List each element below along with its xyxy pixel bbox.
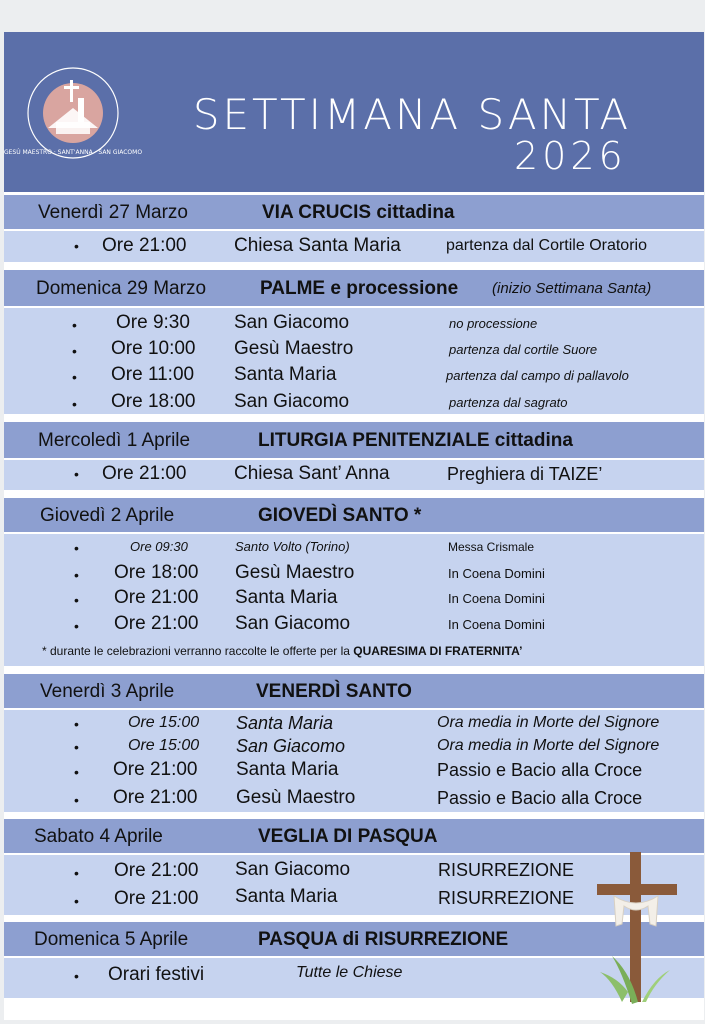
row-time: Ore 21:00 <box>102 463 187 484</box>
row-time: Ore 18:00 <box>114 562 199 583</box>
bullet-icon: • <box>74 865 79 881</box>
section-date: Domenica 29 Marzo <box>36 278 207 299</box>
bullet-icon: • <box>74 739 79 755</box>
row-note: Ora media in Morte del Signore <box>437 737 660 754</box>
section-date: Domenica 5 Aprile <box>34 929 189 950</box>
row-time: Ore 21:00 <box>114 860 199 881</box>
section-header <box>4 819 704 853</box>
section-event: VIA CRUCIS cittadina <box>262 202 455 223</box>
bullet-icon: • <box>72 343 77 359</box>
bullet-icon: • <box>72 317 77 333</box>
row-place: Gesù Maestro <box>236 787 356 808</box>
row-time: Ore 18:00 <box>111 391 196 412</box>
section-date: Mercoledì 1 Aprile <box>38 430 191 451</box>
section-header <box>4 498 704 532</box>
header-banner <box>4 32 704 192</box>
section-rows <box>4 308 704 414</box>
row-note: Passio e Bacio alla Croce <box>437 760 643 780</box>
row-place: Gesù Maestro <box>235 562 355 583</box>
bullet-icon: • <box>74 792 79 808</box>
row-time: Ore 21:00 <box>113 759 198 780</box>
bullet-icon: • <box>74 618 79 634</box>
footnote-text: * durante le celebrazioni verranno raccolte le offerte per la <box>42 644 354 658</box>
section-rows <box>4 710 704 812</box>
row-time: Ore 9:30 <box>116 312 190 333</box>
row-note: In Coena Domini <box>448 566 545 581</box>
footnote <box>42 644 522 658</box>
row-note: RISURREZIONE <box>438 860 575 880</box>
row-place: Santa Maria <box>235 587 338 608</box>
row-time: Ore 15:00 <box>128 714 200 731</box>
row-time: Ore 09:30 <box>130 539 188 554</box>
row-place: Santo Volto (Torino) <box>235 539 350 554</box>
row-place: San Giacomo <box>235 613 351 634</box>
row-note: partenza dal cortile Suore <box>449 342 598 357</box>
row-note: Ora media in Morte del Signore <box>437 714 660 731</box>
row-note: partenza dal Cortile Oratorio <box>446 237 647 254</box>
row-place: Chiesa Sant’ Anna <box>234 463 390 484</box>
row-place: Tutte le Chiese <box>296 964 403 981</box>
page-title: SETTIMANA SANTA <box>192 90 632 139</box>
section-rows <box>4 231 704 262</box>
section-rows <box>4 534 704 666</box>
section-header <box>4 195 704 229</box>
bullet-icon: • <box>74 238 79 254</box>
row-note: In Coena Domini <box>448 617 545 632</box>
bullet-icon: • <box>72 396 77 412</box>
footnote-bold: QUARESIMA DI FRATERNITA’ <box>353 644 523 658</box>
section-subnote: (inizio Settimana Santa) <box>492 280 652 297</box>
section-event: VEGLIA DI PASQUA <box>258 826 438 847</box>
row-place: Santa Maria <box>234 364 337 385</box>
row-time: Ore 10:00 <box>111 338 196 359</box>
logo-text: GESÙ MAESTRO · SANT'ANNA · SAN GIACOMO <box>3 149 143 156</box>
bullet-icon: • <box>74 893 79 909</box>
row-time: Ore 21:00 <box>114 587 199 608</box>
section-date: Sabato 4 Aprile <box>34 826 163 847</box>
row-place: Gesù Maestro <box>234 338 354 359</box>
row-place: San Giacomo <box>235 859 351 880</box>
section-header <box>4 674 704 708</box>
row-note: Messa Crismale <box>448 540 535 554</box>
bullet-icon: • <box>74 764 79 780</box>
row-note: Passio e Bacio alla Croce <box>437 788 643 808</box>
section-date: Venerdì 27 Marzo <box>38 202 188 223</box>
row-note: no processione <box>449 316 538 331</box>
page-year: 2026 <box>514 134 627 178</box>
cross-icon <box>592 852 682 1012</box>
row-note: In Coena Domini <box>448 591 545 606</box>
section-event: VENERDÌ SANTO <box>256 681 412 702</box>
row-place: Santa Maria <box>236 713 334 733</box>
row-place: Chiesa Santa Maria <box>234 235 401 256</box>
section-event: PALME e processione <box>260 278 459 299</box>
row-note: partenza dal sagrato <box>449 395 568 410</box>
bullet-icon: • <box>74 567 79 583</box>
section-rows <box>4 460 704 490</box>
bullet-icon: • <box>74 466 79 482</box>
row-note: Preghiera di TAIZE’ <box>447 464 603 484</box>
section-date: Giovedì 2 Aprile <box>40 505 175 526</box>
bullet-icon: • <box>74 592 79 608</box>
section-header <box>4 270 704 306</box>
bullet-icon: • <box>74 968 79 984</box>
section-header <box>4 422 704 458</box>
row-note: RISURREZIONE <box>438 888 575 908</box>
bullet-icon: • <box>72 369 77 385</box>
poster <box>4 32 704 1020</box>
row-place: Santa Maria <box>235 886 338 907</box>
parish-logo <box>3 66 143 160</box>
row-time: Orari festivi <box>108 964 205 985</box>
section-date: Venerdì 3 Aprile <box>40 681 175 702</box>
row-place: San Giacomo <box>236 736 346 756</box>
row-time: Ore 21:00 <box>114 613 199 634</box>
row-place: Santa Maria <box>236 759 339 780</box>
section-event: LITURGIA PENITENZIALE cittadina <box>258 430 573 451</box>
bullet-icon: • <box>74 716 79 732</box>
row-time: Ore 15:00 <box>128 737 200 754</box>
row-place: San Giacomo <box>234 391 350 412</box>
bullet-icon: • <box>74 540 79 556</box>
row-time: Ore 21:00 <box>113 787 198 808</box>
row-place: San Giacomo <box>234 312 350 333</box>
row-time: Ore 21:00 <box>114 888 199 909</box>
row-note: partenza dal campo di pallavolo <box>446 368 629 383</box>
section-event: GIOVEDÌ SANTO * <box>258 505 422 526</box>
row-time: Ore 11:00 <box>111 364 195 385</box>
section-event: PASQUA di RISURREZIONE <box>258 929 509 950</box>
row-time: Ore 21:00 <box>102 235 187 256</box>
